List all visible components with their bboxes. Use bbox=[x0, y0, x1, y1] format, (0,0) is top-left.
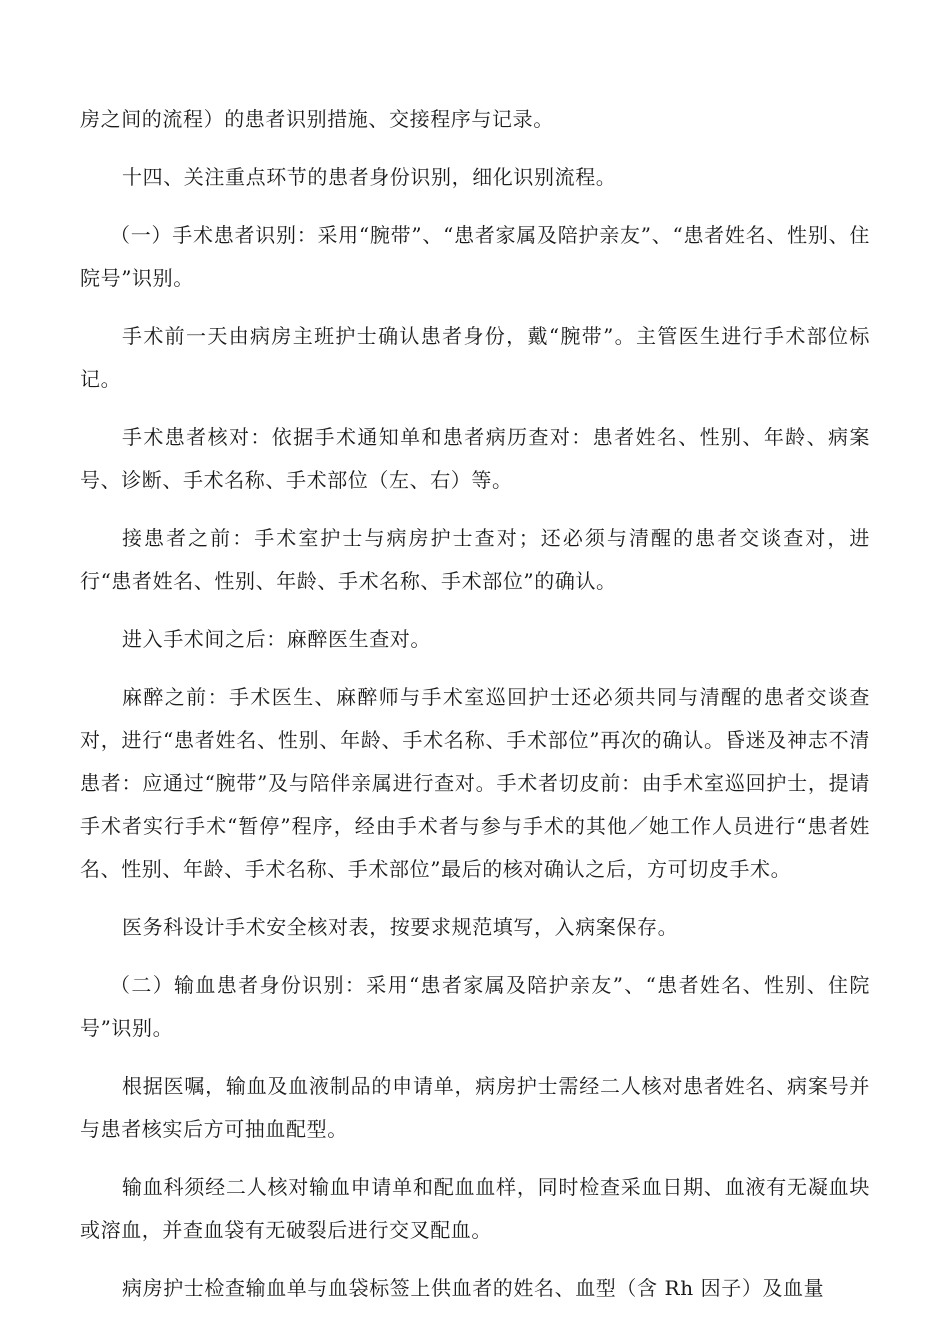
paragraph-surgery-check: 手术患者核对：依据手术通知单和患者病历查对：患者姓名、性别、年龄、病案号、诊断、手术名称、手术部位（左、右）等。 bbox=[80, 425, 870, 492]
paragraph-before-anesthesia: 麻醉之前：手术医生、麻醉师与手术室巡回护士还必须共同与清醒的患者交谈查对，进行“患者姓名、性别、年龄、手术名称、手术部位”再次的确认。昏迷及神志不清患者：应通过“腕带”及与陪伴亲属进行查对。手术者切皮前：由手术室巡回护士，提请手术者实行手术“暂停”程序，经由手术者与参与手术的其他／她工作人员进行“患者姓名、性别、年龄、手术名称、手术部位”最后的核对确认之后，方可切皮手术。 bbox=[80, 685, 870, 881]
paragraph-enter-room: 进入手术间之后：麻醉医生查对。 bbox=[122, 627, 431, 651]
paragraph-transfusion-identification: （二）输血患者身份识别：采用“患者家属及陪护亲友”、“患者姓名、性别、住院号”识别。 bbox=[80, 973, 870, 1040]
paragraph-doctor-order: 根据医嘱，输血及血液制品的申请单，病房护士需经二人核对患者姓名、病案号并与患者核实后方可抽血配型。 bbox=[80, 1074, 870, 1141]
paragraph-surgery-identification: （一）手术患者识别：采用“腕带”、“患者家属及陪护亲友”、“患者姓名、性别、住院号”识别。 bbox=[80, 223, 870, 290]
paragraph-continuation: 房之间的流程）的患者识别措施、交接程序与记录。 bbox=[80, 107, 554, 131]
paragraph-safety-checklist: 医务科设计手术安全核对表，按要求规范填写，入病案保存。 bbox=[122, 915, 679, 939]
paragraph-ward-nurse-check: 病房护士检查输血单与血袋标签上供血者的姓名、血型（含 Rh 因子）及血量 bbox=[122, 1276, 825, 1300]
paragraph-before-pickup: 接患者之前：手术室护士与病房护士查对；还必须与清醒的患者交谈查对，进行“患者姓名、性别、年龄、手术名称、手术部位”的确认。 bbox=[80, 526, 870, 593]
paragraph-section-14: 十四、关注重点环节的患者身份识别，细化识别流程。 bbox=[122, 165, 617, 189]
paragraph-pre-surgery: 手术前一天由病房主班护士确认患者身份，戴“腕带”。主管医生进行手术部位标记。 bbox=[80, 324, 870, 391]
paragraph-blood-bank: 输血科须经二人核对输血申请单和配血血样，同时检查采血日期、血液有无凝血块或溶血，并查血袋有无破裂后进行交叉配血。 bbox=[80, 1175, 870, 1242]
document-page bbox=[80, 98, 870, 1325]
